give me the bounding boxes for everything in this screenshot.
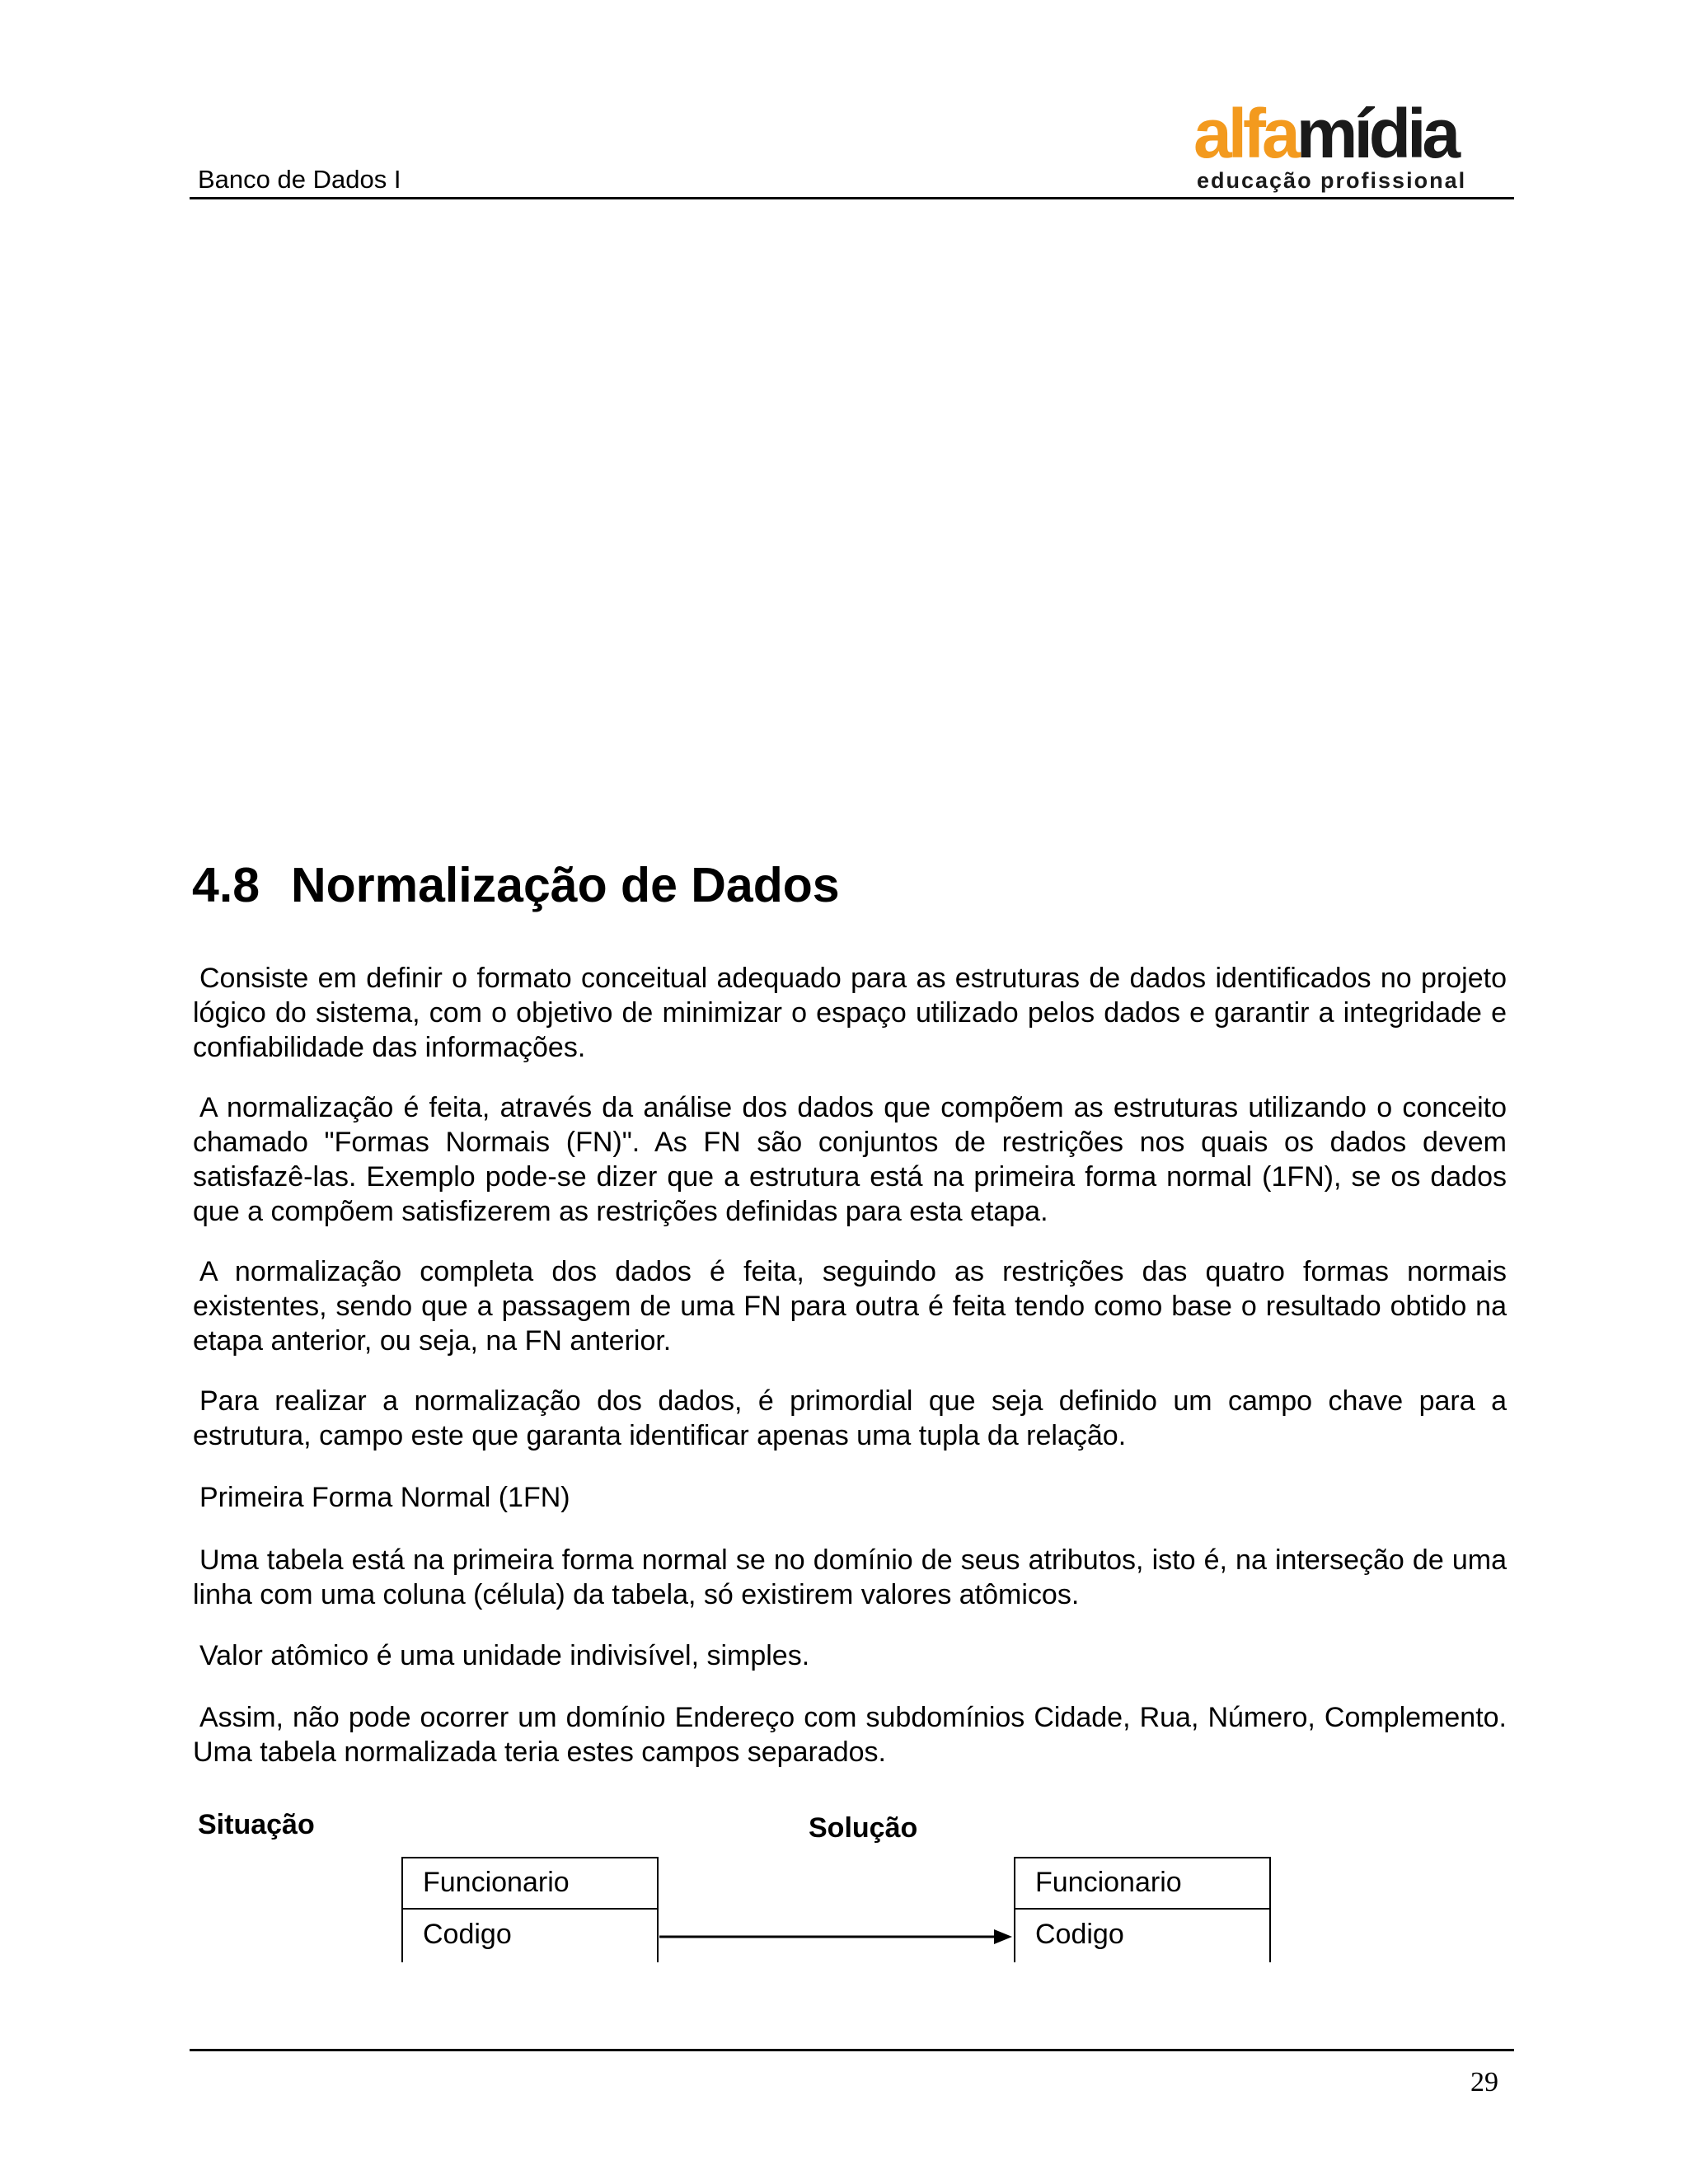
alfamidia-logo — [1193, 92, 1515, 194]
entity-divider — [403, 1908, 657, 1910]
entity-box-solution — [1014, 1857, 1271, 1962]
paragraph-text: Para realizar a normalização dos dados, é primordial que seja definido um campo chave para a estrutura, campo este que garanta identificar apenas uma tupla da relação. — [193, 1385, 1507, 1451]
logo-wordmark-alfa: alfa — [1193, 95, 1296, 172]
paragraph — [193, 1384, 1507, 1453]
paragraph — [193, 1254, 1507, 1358]
arrow-head — [994, 1929, 1012, 1944]
logo-wordmark — [1193, 92, 1456, 175]
section-title: Normalização de Dados — [291, 858, 840, 912]
paragraph — [193, 961, 1507, 1065]
paragraph — [193, 1638, 1507, 1673]
paragraph-text: Primeira Forma Normal (1FN) — [199, 1482, 570, 1513]
arrow-connector — [659, 1927, 1014, 1947]
entity-field: Codigo — [423, 1919, 512, 1950]
paragraph-text: A normalização é feita, através da análise dos dados que compõem as estruturas utilizando o conceito chamado "Formas Normais (FN)". As FN são conjuntos de restrições nos quais os dados devem satisfazê-las. Exemplo pode-se dizer que a estrutura está na primeira forma normal (1FN), se os dados que a compõem satisfizerem as restrições definidas para esta etapa. — [193, 1092, 1507, 1227]
entity-name: Funcionario — [423, 1867, 570, 1898]
solution-label: Solução — [809, 1812, 918, 1844]
paragraph-text: A normalização completa dos dados é feita, seguindo as restrições das quatro formas normais existentes, sendo que a passagem de uma FN para outra é feita tendo como base o resultado obtido na etapa anterior, ou seja, na FN anterior. — [193, 1256, 1507, 1357]
paragraph-text: Uma tabela está na primeira forma normal se no domínio de seus atributos, isto é, na interseção de uma linha com uma coluna (célula) da tabela, só existirem valores atômicos. — [193, 1544, 1507, 1610]
situation-label: Situação — [198, 1809, 315, 1840]
section-number: 4.8 — [192, 858, 260, 912]
page-number: 29 — [1470, 2067, 1498, 2097]
document-title: Banco de Dados I — [198, 165, 401, 194]
entity-box-situation — [401, 1857, 659, 1962]
paragraph-text: Valor atômico é uma unidade indivisível, simples. — [199, 1640, 810, 1671]
section-heading — [192, 857, 840, 913]
logo-wordmark-midia: mídia — [1296, 95, 1457, 172]
entity-field: Codigo — [1035, 1919, 1124, 1950]
entity-divider — [1015, 1908, 1269, 1910]
paragraph-text: Consiste em definir o formato conceitual adequado para as estruturas de dados identificados no projeto lógico do sistema, com o objetivo de minimizar o espaço utilizado pelos dados e garantir a integridade e confiabilidade das informações. — [193, 963, 1507, 1063]
paragraph — [193, 1543, 1507, 1612]
paragraph — [193, 1700, 1507, 1769]
paragraph — [193, 1090, 1507, 1229]
logo-tagline: educação profissional — [1197, 168, 1467, 193]
subheading-1fn — [193, 1480, 1507, 1515]
header-divider — [190, 197, 1514, 199]
entity-name: Funcionario — [1035, 1867, 1182, 1898]
footer-divider — [190, 2049, 1514, 2051]
paragraph-text: Assim, não pode ocorrer um domínio Endereço com subdomínios Cidade, Rua, Número, Complemento. Uma tabela normalizada teria estes campos separados. — [193, 1702, 1507, 1768]
